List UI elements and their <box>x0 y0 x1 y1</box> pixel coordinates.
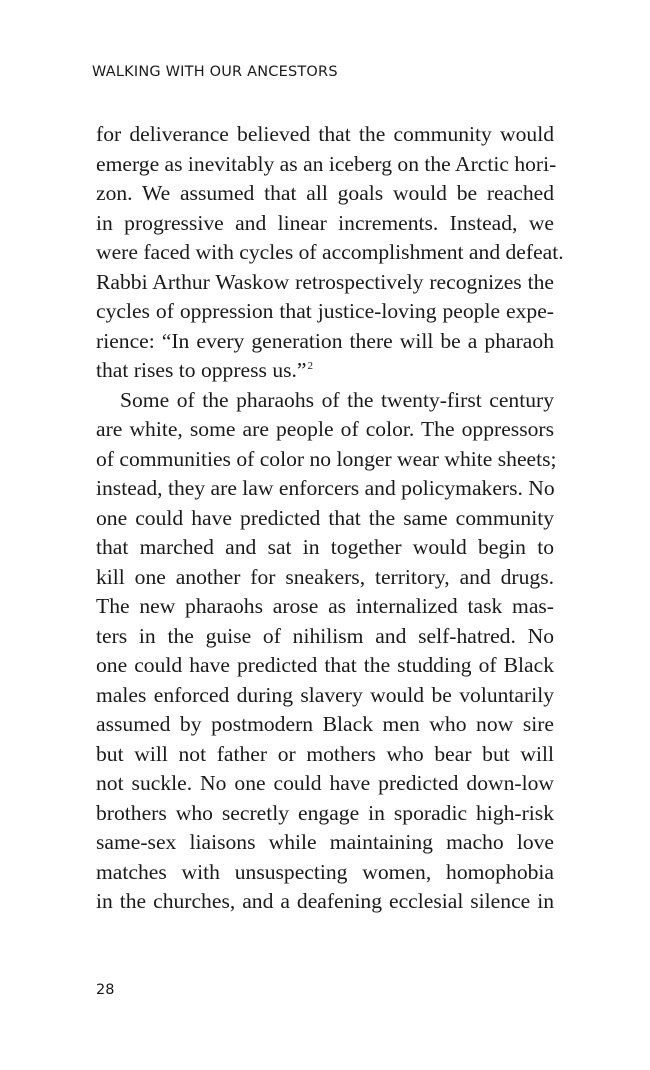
text-line: matches with unsuspecting women, homophobia <box>96 859 554 884</box>
running-header: WALKING WITH OUR ANCESTORS <box>92 64 338 80</box>
text-line: of communities of color no longer wear white sheets; <box>96 446 557 471</box>
text-line: Some of the pharaohs of the twenty-first century <box>120 387 554 412</box>
text-line: brothers who secretly engage in sporadic high-risk <box>96 800 554 825</box>
text-line: males enforced during slavery would be voluntarily <box>96 682 554 707</box>
text-line: ters in the guise of nihilism and self-hatred. No <box>96 623 554 648</box>
text-line: were faced with cycles of accomplishment and defeat. <box>96 240 564 264</box>
text-line: The new pharaohs arose as internalized task mas- <box>96 594 554 618</box>
text-line: not suckle. No one could have predicted down-low <box>96 771 554 795</box>
text-line: one could have predicted that the same community <box>96 505 554 530</box>
text-line: instead, they are law enforcers and policymakers. No <box>96 476 555 500</box>
text-line: assumed by postmodern Black men who now sire <box>96 712 554 736</box>
page-number: 28 <box>96 982 115 998</box>
text-line: zon. We assumed that all goals would be reached <box>96 181 554 205</box>
text-line: kill one another for sneakers, territory, and drugs. <box>96 564 554 589</box>
text-line: Rabbi Arthur Waskow retrospectively recognizes the <box>96 269 554 294</box>
text-line: in the churches, and a deafening ecclesial silence in <box>96 889 554 913</box>
text-line <box>96 356 554 386</box>
text-line: in progressive and linear increments. Instead, we <box>96 210 554 235</box>
paragraph <box>96 120 564 386</box>
text-line: that marched and sat in together would begin to <box>96 535 554 559</box>
text-line: for deliverance believed that the community would <box>96 122 554 146</box>
text-line: one could have predicted that the studding of Black <box>96 653 554 677</box>
body-text <box>96 120 564 917</box>
text-line: same-sex liaisons while maintaining macho love <box>96 830 554 854</box>
paragraph <box>96 386 557 917</box>
text-line-content: that rises to oppress us.” <box>96 358 307 382</box>
text-line: rience: “In every generation there will be a pharaoh <box>96 328 554 353</box>
footnote-reference: 2 <box>307 360 314 373</box>
text-line: are white, some are people of color. The oppressors <box>96 417 554 441</box>
text-line: but will not father or mothers who bear but will <box>96 741 554 766</box>
text-line: cycles of oppression that justice-loving people expe- <box>96 299 554 323</box>
text-line: emerge as inevitably as an iceberg on the Arctic hori- <box>96 151 557 176</box>
